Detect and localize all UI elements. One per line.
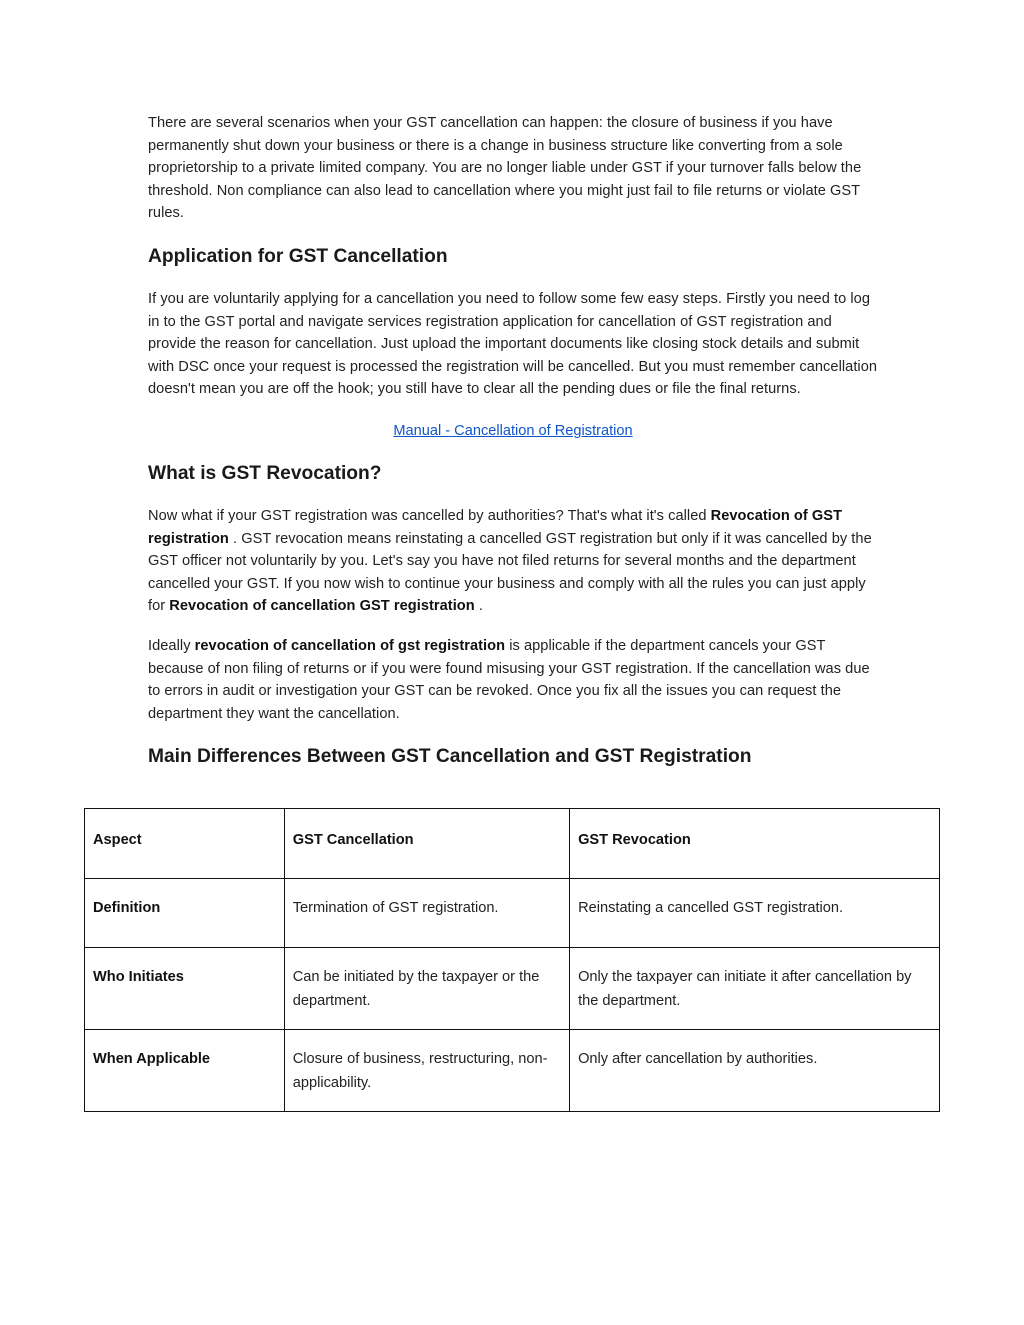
table-cell-revocation: Only the taxpayer can initiate it after cancellation by the department.: [570, 948, 940, 1030]
application-paragraph: If you are voluntarily applying for a cancellation you need to follow some few easy steps. Firstly you need to log in to the GST portal and navigate services registration application for cancellation of GST registration and provide the reason for cancellation. Just upload the important documents like closing stock details and submit with DSC once your request is processed the registration will be cancelled. But you must remember cancellation doesn't mean you are off the hook; you still have to clear all the pending dues or file the final returns.: [148, 290, 878, 398]
revocation-p1-text-1: Now what if your GST registration was cancelled by authorities? That's what it's called: [148, 507, 711, 524]
document-content: [148, 112, 878, 770]
table-cell-aspect: Who Initiates: [85, 948, 285, 1030]
revocation-p1-text-3: .: [474, 598, 483, 615]
manual-link-row: [148, 420, 878, 442]
table-cell-cancellation: Can be initiated by the taxpayer or the department.: [284, 948, 569, 1030]
table-cell-cancellation: Closure of business, restructuring, non-applicability.: [284, 1030, 569, 1112]
intro-paragraph: There are several scenarios when your GST cancellation can happen: the closure of business if you have permanently shut down your business or there is a change in business structure like converting from a sole proprietorship to a private limited company. You are no longer liable under GST if your turnover falls below the threshold. Non compliance can also lead to cancellation where you might just fail to file returns or violate GST rules.: [148, 115, 862, 222]
table-row: [85, 1030, 940, 1112]
revocation-paragraph-2: [148, 635, 878, 725]
table-cell-aspect: Definition: [85, 879, 285, 948]
differences-table: [84, 808, 940, 1112]
table-cell-revocation: Only after cancellation by authorities.: [570, 1030, 940, 1112]
table-cell-aspect: When Applicable: [85, 1030, 285, 1112]
table-cell-revocation: Reinstating a cancelled GST registration.: [570, 879, 940, 948]
revocation-p2-bold-1: revocation of cancellation of gst registration: [194, 637, 506, 654]
revocation-p2-text-2: is applicable if the department cancels your GST because of non filing of returns or if you were found misusing your GST registration. If the cancellation was due to errors in audit or investigation your GST can be revoked. Once you fix all the issues you can request the department they want the cancellation.: [148, 637, 870, 722]
table-header-cell: Aspect: [85, 809, 285, 879]
manual-cancellation-link[interactable]: Manual - Cancellation of Registration: [393, 422, 633, 439]
revocation-heading: What is GST Revocation?: [148, 462, 382, 484]
revocation-p1-bold-2: Revocation of cancellation GST registration: [169, 598, 475, 615]
differences-heading: Main Differences Between GST Cancellation and GST Registration: [148, 746, 752, 768]
revocation-p2-text-1: Ideally: [148, 637, 195, 654]
revocation-paragraph-1: [148, 505, 878, 618]
table-header-row: [85, 809, 940, 879]
revocation-p1-bold-1: Revocation of GST registration: [148, 507, 843, 547]
table-row: [85, 948, 940, 1030]
table-header-cell: GST Revocation: [570, 809, 940, 879]
table-cell-cancellation: Termination of GST registration.: [284, 879, 569, 948]
revocation-p1-text-2: . GST revocation means reinstating a cancelled GST registration but only if it was cancelled by the GST officer not voluntarily by you. Let's say you have not filed returns for several months and the department cancelled your GST. If you now wish to continue your business and comply with all the rules you can just apply for: [148, 530, 872, 615]
application-heading: Application for GST Cancellation: [148, 245, 448, 267]
table-header-cell: GST Cancellation: [284, 809, 569, 879]
table-row: [85, 879, 940, 948]
